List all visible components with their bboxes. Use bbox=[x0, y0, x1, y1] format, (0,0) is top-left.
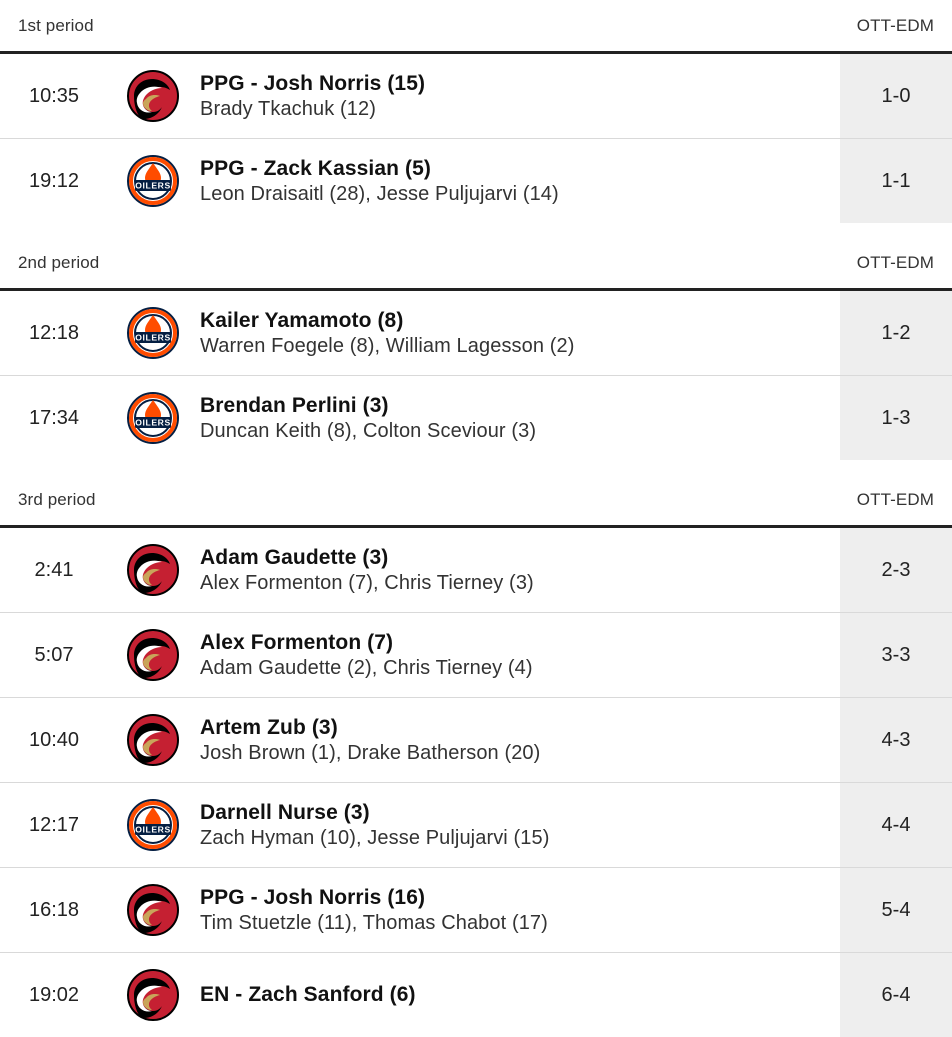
period-label: 3rd period bbox=[18, 489, 96, 509]
team-logo-cell bbox=[108, 54, 198, 138]
goal-scorer: Kailer Yamamoto (8) bbox=[200, 309, 404, 332]
goal-time: 19:02 bbox=[28, 983, 80, 1006]
team-logo-cell bbox=[108, 953, 198, 1037]
goal-scorer: PPG - Zack Kassian (5) bbox=[200, 157, 431, 180]
team-logo-cell bbox=[108, 698, 198, 782]
goal-assists: Tim Stuetzle (11), Thomas Chabot (17) bbox=[200, 911, 548, 934]
period-label: 1st period bbox=[18, 15, 94, 35]
goal-detail bbox=[198, 613, 840, 697]
goal-time: 19:12 bbox=[28, 169, 80, 192]
goal-scorer: Darnell Nurse (3) bbox=[200, 801, 370, 824]
goal-detail bbox=[198, 139, 840, 223]
goal-assists: Warren Foegele (8), William Lagesson (2) bbox=[200, 334, 575, 357]
goal-row bbox=[0, 54, 952, 139]
goal-time: 16:18 bbox=[28, 898, 80, 921]
goal-scorer: Artem Zub (3) bbox=[200, 716, 338, 739]
goal-assists: Zach Hyman (10), Jesse Puljujarvi (15) bbox=[200, 826, 550, 849]
senators-logo bbox=[126, 968, 180, 1022]
goal-detail bbox=[198, 783, 840, 867]
goal-row bbox=[0, 953, 952, 1037]
period-header bbox=[0, 0, 952, 54]
svg-text:OILERS: OILERS bbox=[135, 417, 171, 428]
running-score: 3-3 bbox=[840, 613, 952, 697]
svg-text:OILERS: OILERS bbox=[135, 180, 171, 191]
period-divider bbox=[0, 460, 952, 474]
goal-assists: Alex Formenton (7), Chris Tierney (3) bbox=[200, 571, 534, 594]
senators-logo bbox=[126, 543, 180, 597]
goal-scorer: EN - Zach Sanford (6) bbox=[200, 983, 416, 1007]
senators-logo bbox=[126, 69, 180, 123]
goal-time: 10:40 bbox=[28, 728, 80, 751]
running-score: 4-4 bbox=[840, 783, 952, 867]
goal-time: 2:41 bbox=[34, 558, 74, 581]
goal-detail bbox=[198, 54, 840, 138]
goal-time: 17:34 bbox=[28, 406, 80, 429]
goal-row bbox=[0, 613, 952, 698]
goal-detail bbox=[198, 953, 840, 1037]
running-score: 2-3 bbox=[840, 528, 952, 612]
goal-row bbox=[0, 528, 952, 613]
running-score: 1-0 bbox=[840, 54, 952, 138]
goal-row bbox=[0, 698, 952, 783]
goal-detail bbox=[198, 291, 840, 375]
goal-row bbox=[0, 868, 952, 953]
goal-scorer: Alex Formenton (7) bbox=[200, 631, 394, 654]
team-logo-cell bbox=[108, 528, 198, 612]
goal-time: 10:35 bbox=[28, 84, 80, 107]
matchup-label: OTT-EDM bbox=[856, 489, 934, 509]
goal-assists: Josh Brown (1), Drake Batherson (20) bbox=[200, 741, 541, 764]
goal-scorer: PPG - Josh Norris (16) bbox=[200, 886, 426, 909]
goal-scorer: Brendan Perlini (3) bbox=[200, 394, 389, 417]
goal-detail bbox=[198, 376, 840, 460]
senators-logo bbox=[126, 628, 180, 682]
svg-text:OILERS: OILERS bbox=[135, 332, 171, 343]
team-logo-cell bbox=[108, 868, 198, 952]
running-score: 6-4 bbox=[840, 953, 952, 1037]
senators-logo bbox=[126, 713, 180, 767]
running-score: 5-4 bbox=[840, 868, 952, 952]
goal-detail bbox=[198, 528, 840, 612]
oilers-logo bbox=[126, 391, 180, 445]
running-score: 1-1 bbox=[840, 139, 952, 223]
team-logo-cell bbox=[108, 291, 198, 375]
goal-time: 12:17 bbox=[28, 813, 80, 836]
team-logo-cell bbox=[108, 783, 198, 867]
goal-scorer: Adam Gaudette (3) bbox=[200, 546, 389, 569]
running-score: 1-3 bbox=[840, 376, 952, 460]
svg-text:OILERS: OILERS bbox=[135, 824, 171, 835]
period-divider bbox=[0, 223, 952, 237]
period-header bbox=[0, 237, 952, 291]
goal-time: 5:07 bbox=[34, 643, 74, 666]
period-label: 2nd period bbox=[18, 252, 100, 272]
goal-assists: Adam Gaudette (2), Chris Tierney (4) bbox=[200, 656, 533, 679]
running-score: 4-3 bbox=[840, 698, 952, 782]
period-block bbox=[0, 0, 952, 223]
oilers-logo bbox=[126, 306, 180, 360]
oilers-logo bbox=[126, 798, 180, 852]
goal-detail bbox=[198, 868, 840, 952]
period-block bbox=[0, 460, 952, 1037]
goal-assists: Leon Draisaitl (28), Jesse Puljujarvi (14) bbox=[200, 182, 559, 205]
goal-time: 12:18 bbox=[28, 321, 80, 344]
goal-row bbox=[0, 139, 952, 223]
team-logo-cell bbox=[108, 376, 198, 460]
goal-assists: Brady Tkachuk (12) bbox=[200, 97, 376, 120]
goal-detail bbox=[198, 698, 840, 782]
goal-row bbox=[0, 291, 952, 376]
team-logo-cell bbox=[108, 139, 198, 223]
matchup-label: OTT-EDM bbox=[856, 15, 934, 35]
period-header bbox=[0, 474, 952, 528]
senators-logo bbox=[126, 883, 180, 937]
goal-assists: Duncan Keith (8), Colton Sceviour (3) bbox=[200, 419, 537, 442]
oilers-logo bbox=[126, 154, 180, 208]
goal-row bbox=[0, 376, 952, 460]
period-block bbox=[0, 223, 952, 460]
goal-scorer: PPG - Josh Norris (15) bbox=[200, 72, 426, 95]
matchup-label: OTT-EDM bbox=[856, 252, 934, 272]
goal-row bbox=[0, 783, 952, 868]
running-score: 1-2 bbox=[840, 291, 952, 375]
team-logo-cell bbox=[108, 613, 198, 697]
